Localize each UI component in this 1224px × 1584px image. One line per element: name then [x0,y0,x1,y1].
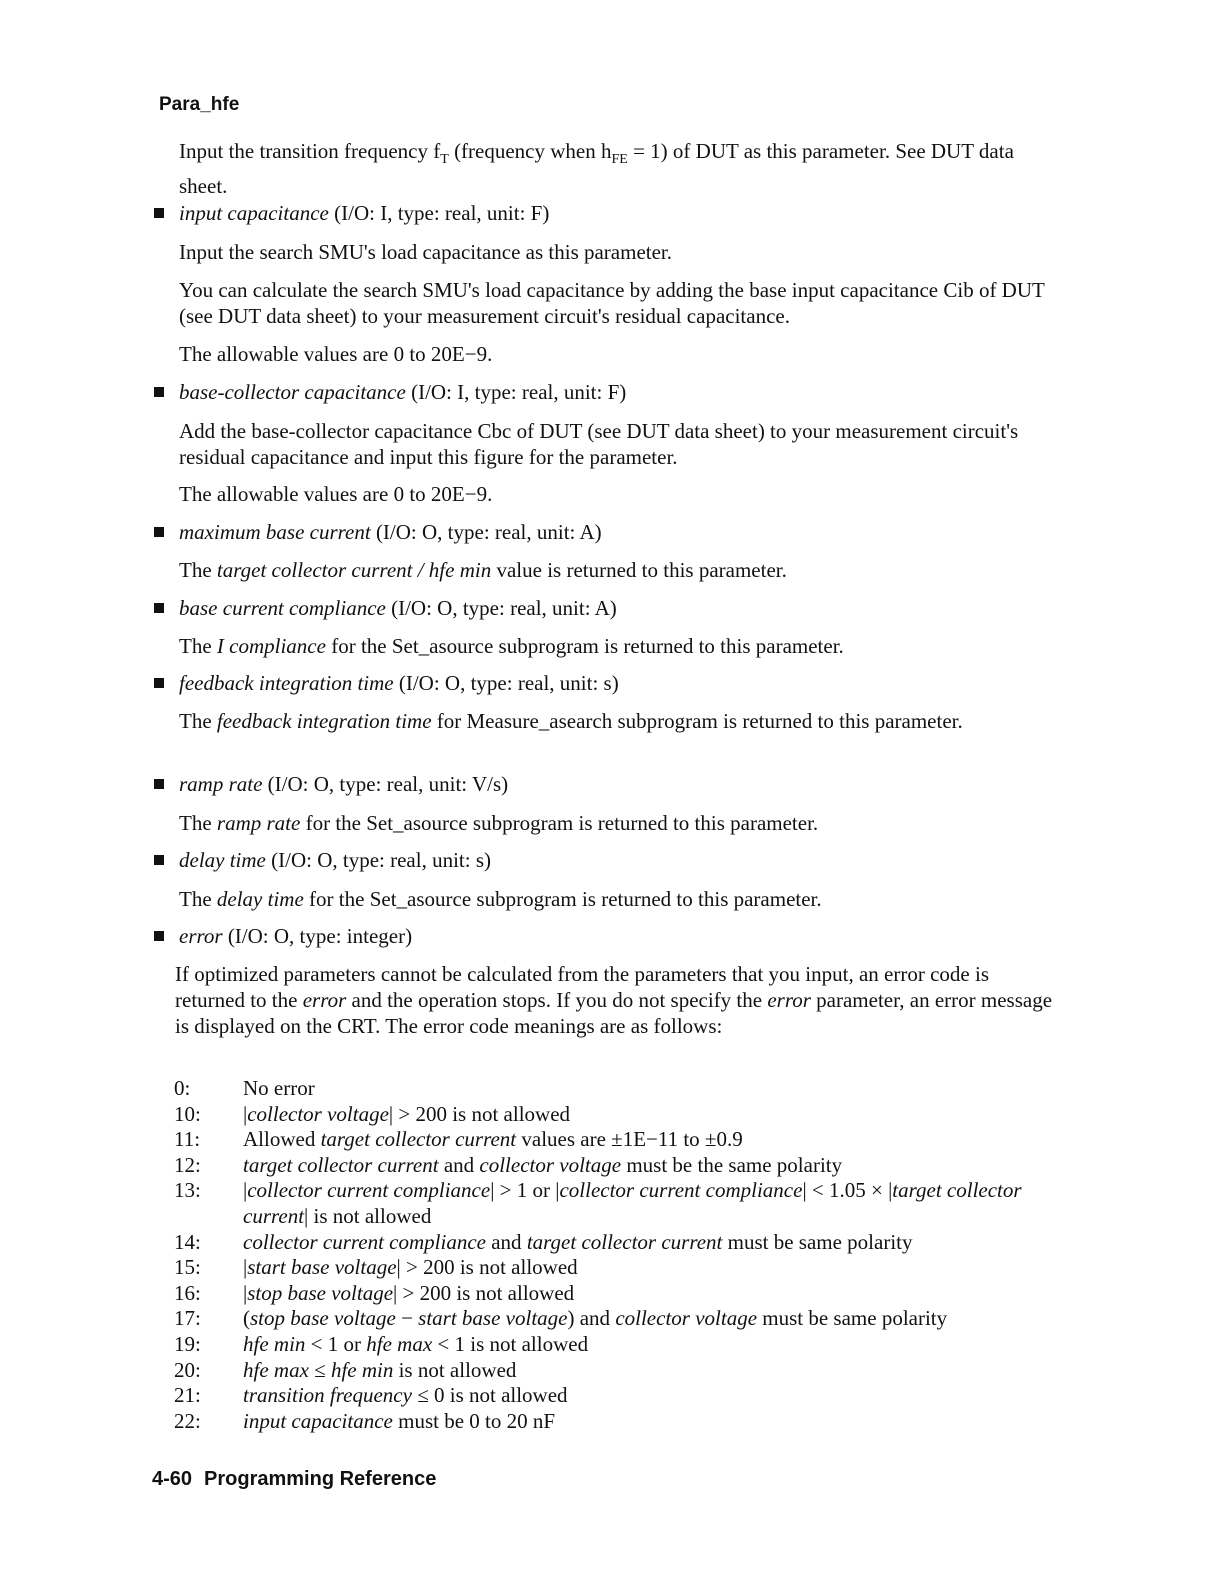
error-code: 20: [174,1357,201,1382]
error-code: 10: [174,1101,201,1126]
error-code: 19: [174,1331,201,1356]
error-meaning: |collector voltage| > 200 is not allowed [243,1101,571,1126]
bullet-icon [154,527,164,537]
error-code-row [174,1332,1064,1358]
paragraph: Input the search SMU's load capacitance as this parameter. [179,240,673,264]
footer-title: Programming Reference [204,1468,437,1490]
error-meaning: input capacitance must be 0 to 20 nF [243,1408,556,1433]
paragraph: The feedback integration time for Measure_asearch subprogram is returned to this parameter. [179,709,963,733]
error-meaning: |stop base voltage| > 200 is not allowed [243,1280,575,1305]
error-code-row [174,1409,1064,1435]
error-code-row [174,1127,1064,1153]
error-code-row [174,1383,1064,1409]
error-code-row [174,1178,1064,1229]
param-ramp-rate: ramp rate (I/O: O, type: real, unit: V/s) [179,772,509,796]
bullet-icon [154,208,164,218]
bullet-icon [154,678,164,688]
error-meaning: collector current compliance and target collector current must be same polarity [243,1229,913,1254]
param-feedback-integration-time: feedback integration time (I/O: O, type: real, unit: s) [179,671,619,695]
section-title: Para_hfe [159,94,240,115]
paragraph: The delay time for the Set_asource subprogram is returned to this parameter. [179,887,822,911]
param-base-collector-capacitance: base-collector capacitance (I/O: I, type: real, unit: F) [179,380,627,404]
error-code: 22: [174,1408,201,1433]
error-code: 15: [174,1255,201,1280]
error-code-row [174,1153,1064,1179]
error-code-row [174,1281,1064,1307]
error-code: 0: [174,1076,191,1100]
param-input-capacitance: input capacitance (I/O: I, type: real, unit: F) [179,201,550,225]
error-code-row [174,1358,1064,1384]
error-code-row [174,1102,1064,1128]
error-code: 14: [174,1229,201,1254]
error-code: 16: [174,1280,201,1305]
error-code: 17: [174,1306,201,1331]
param-error: error (I/O: O, type: integer) [179,924,413,948]
bullet-icon [154,779,164,789]
error-meaning: (stop base voltage − start base voltage) and collector voltage must be same polarity [243,1306,948,1331]
paragraph: Add the base-collector capacitance Cbc of DUT (see DUT data sheet) to your measurement circuit's residual capacitance and input this figure for the parameter. [179,419,1019,469]
error-meaning: |start base voltage| > 200 is not allowed [243,1255,578,1280]
error-code-list [174,1076,1064,1434]
error-code: 12: [174,1152,201,1177]
error-meaning: transition frequency ≤ 0 is not allowed [243,1383,568,1408]
page-number: 4-60 [152,1468,193,1490]
intro-paragraph: Input the transition frequency $f_T$ (frequency when $h_{FE} = 1$) of DUT as this parameter. See DUT data sheet. [179,139,1014,199]
error-meaning: Allowed target collector current values are ±1E−11 to ±0.9 [243,1127,743,1152]
error-code-row [174,1255,1064,1281]
error-meaning: target collector current and collector voltage must be the same polarity [243,1152,843,1177]
error-meaning: hfe max ≤ hfe min is not allowed [243,1357,517,1382]
paragraph: The I compliance for the Set_asource subprogram is returned to this parameter. [179,634,844,658]
paragraph: The target collector current / hfe min value is returned to this parameter. [179,558,787,582]
paragraph: You can calculate the search SMU's load capacitance by adding the base input capacitance Cib of DUT (see DUT data sheet) to your measurement circuit's residual capacitance. [179,278,1045,328]
param-base-current-compliance: base current compliance (I/O: O, type: real, unit: A) [179,596,617,620]
error-meaning: hfe min < 1 or hfe max < 1 is not allowed [243,1331,589,1356]
error-meaning: |collector current compliance| > 1 or |collector current compliance| < 1.05 × |target collector current| is not allowed [243,1178,1022,1228]
param-maximum-base-current: maximum base current (I/O: O, type: real, unit: A) [179,520,602,544]
paragraph: The allowable values are 0 to 20E−9. [179,482,493,506]
error-code-row [174,1230,1064,1256]
error-description: If optimized parameters cannot be calculated from the parameters that you input, an error code is returned to the error and the operation stops. If you do not specify the error parameter, an error message is displayed on the CRT. The error code meanings are as follows: [175,962,1053,1038]
error-code: 13: [174,1178,201,1203]
param-delay-time: delay time (I/O: O, type: real, unit: s) [179,848,492,872]
paragraph: The ramp rate for the Set_asource subprogram is returned to this parameter. [179,811,819,835]
error-meaning: No error [243,1076,315,1100]
error-code: 11: [174,1127,201,1152]
bullet-icon [154,855,164,865]
bullet-icon [154,387,164,397]
bullet-icon [154,931,164,941]
error-code-row [174,1306,1064,1332]
error-code: 21: [174,1383,201,1408]
paragraph: The allowable values are 0 to 20E−9. [179,342,493,366]
error-code-row [174,1076,1064,1102]
page-footer [152,1468,436,1491]
bullet-icon [154,603,164,613]
